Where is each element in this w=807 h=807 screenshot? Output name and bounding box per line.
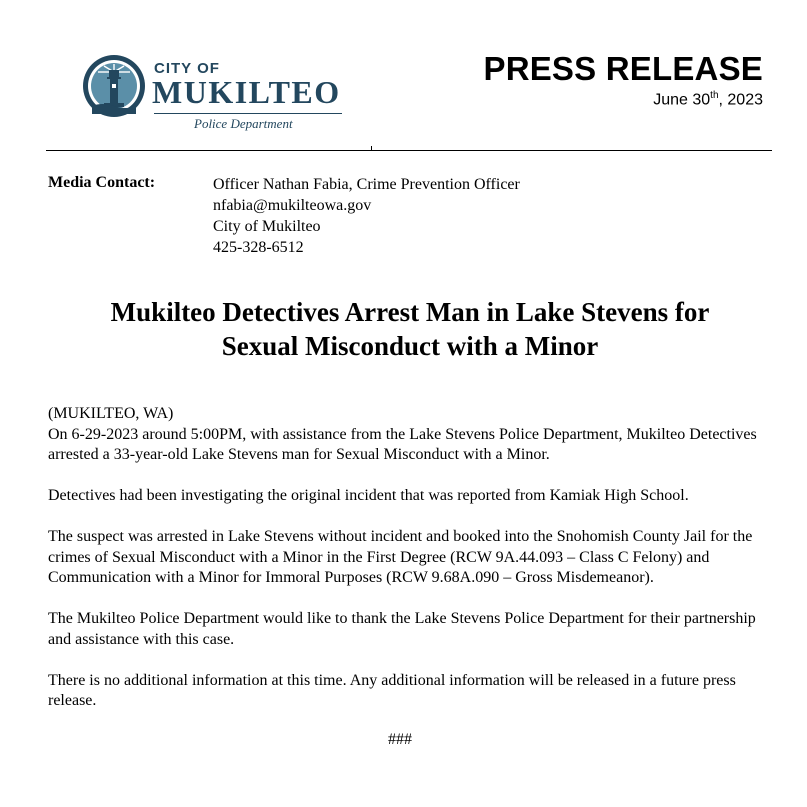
media-contact-label: Media Contact: [48, 174, 156, 191]
end-mark: ### [388, 731, 412, 748]
press-release-title: PRESS RELEASE [483, 50, 763, 87]
release-date: June 30th, 2023 [653, 90, 763, 109]
logo-city-of: CITY OF [154, 60, 220, 77]
divider-tick [371, 146, 372, 151]
contact-name: Officer Nathan Fabia, Crime Prevention Officer [213, 176, 520, 193]
headline-line-1: Mukilteo Detectives Arrest Man in Lake Stevens for [110, 297, 710, 327]
dateline: (MUKILTEO, WA) [48, 405, 174, 422]
header-divider [46, 150, 772, 151]
contact-email: nfabia@mukilteowa.gov [213, 197, 372, 214]
contact-organization: City of Mukilteo [213, 218, 321, 235]
paragraph-thanks: The Mukilteo Police Department would like to thank the Lake Stevens Police Department for their partnership and assistance with this case. [48, 610, 756, 648]
contact-phone: 425-328-6512 [213, 239, 304, 256]
logo-city-name: MUKILTEO [152, 74, 341, 110]
lighthouse-badge-icon [82, 54, 146, 118]
logo-rule [154, 113, 342, 114]
paragraph-closing: There is no additional information at this time. Any additional information will be released in a future press release. [48, 671, 736, 709]
headline-line-2: Sexual Misconduct with a Minor [221, 331, 599, 361]
paragraph-charges: The suspect was arrested in Lake Stevens without incident and booked into the Snohomish County Jail for the crimes of Sexual Misconduct with a Minor in the First Degree (RCW 9A.44.093 – Class C Felony) and Communication with a Minor for Immoral Purposes (RCW 9.68A.090 – Gross Misdemeanor). [48, 528, 753, 586]
paragraph-investigation: Detectives had been investigating the original incident that was reported from Kamiak High School. [48, 487, 689, 504]
headline [40, 295, 780, 363]
logo-department: Police Department [194, 116, 293, 131]
mukilteo-police-logo [82, 52, 344, 136]
media-contact-details [213, 174, 520, 258]
release-body [48, 404, 768, 732]
paragraph-arrest: On 6-29-2023 around 5:00PM, with assistance from the Lake Stevens Police Department, Mukilteo Detectives arrested a 33-year-old Lake Stevens man for Sexual Misconduct with a Minor. [48, 425, 757, 463]
